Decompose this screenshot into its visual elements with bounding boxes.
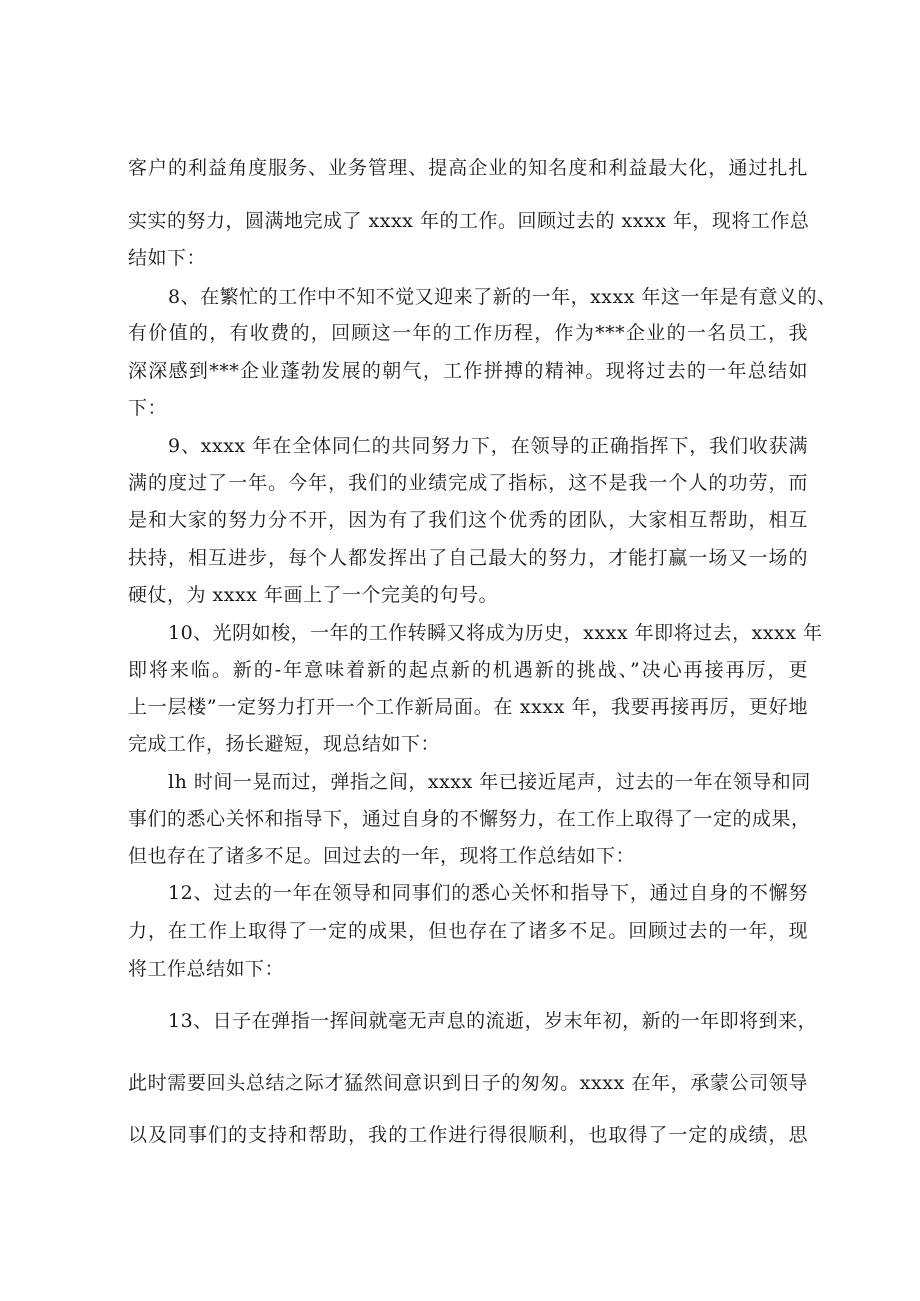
text-line: 上一层楼”一定努力打开一个工作新局面。在 xxxx 年，我要再接再厉，更好地 <box>128 696 808 718</box>
text-line: 8、在繁忙的工作中不知不觉又迎来了新的一年，xxxx 年这一年是有意义的、 <box>168 286 837 308</box>
text-line: 将工作总结如下： <box>128 958 285 980</box>
text-line: 力，在工作上取得了一定的成果，但也存在了诸多不足。回顾过去的一年，现 <box>128 920 808 942</box>
text-line: 是和大家的努力分不开，因为有了我们这个优秀的团队，大家相互帮助，相互 <box>128 509 808 531</box>
text-line: 完成工作，扬长避短，现总结如下： <box>128 733 441 755</box>
text-line: 实实的努力，圆满地完成了 xxxx 年的工作。回顾过去的 xxxx 年，现将工作总 <box>128 210 810 232</box>
text-line: 客户的利益角度服务、业务管理、提高企业的知名度和利益最大化，通过扎扎 <box>128 157 808 179</box>
text-line: 但也存在了诸多不足。回过去的一年，现将工作总结如下： <box>128 845 636 867</box>
text-line: 13、日子在弹指一挥间就毫无声息的流逝，岁末年初，新的一年即将到来， <box>168 1010 818 1032</box>
text-line: 满的度过了一年。今年，我们的业绩完成了指标，这不是我一个人的功劳，而 <box>128 472 808 494</box>
text-line: 事们的悉心关怀和指导下，通过自身的不懈努力，在工作上取得了一定的成果， <box>128 808 811 830</box>
text-line: 结如下： <box>128 247 207 269</box>
text-line: 深深感到***企业蓬勃发展的朝气，工作拼搏的精神。现将过去的一年总结如 <box>128 360 808 382</box>
text-line: 有价值的，有收费的，回顾这一年的工作历程，作为***企业的一名员工，我 <box>128 322 808 344</box>
text-line: 下： <box>128 397 168 419</box>
text-line: 扶持，相互进步，每个人都发挥出了自己最大的努力，才能打赢一场又一场的 <box>128 547 808 569</box>
text-line: 即将来临。新的-年意味着新的起点新的机遇新的挑战、”决心再接再厉，更 <box>128 659 808 681</box>
text-line: 12、过去的一年在领导和同事们的悉心关怀和指导下，通过自身的不懈努 <box>168 882 808 904</box>
text-line: lh 时间一晃而过，弹指之间，xxxx 年已接近尾声，过去的一年在领导和同 <box>168 771 811 793</box>
text-line: 此时需要回头总结之际才猛然间意识到日子的匆匆。xxxx 在年，承蒙公司领导 <box>128 1072 808 1094</box>
text-line: 硬仗，为 xxxx 年画上了一个完美的句号。 <box>128 584 498 606</box>
text-line: 以及同事们的支持和帮助，我的工作进行得很顺利，也取得了一定的成绩，思 <box>128 1124 808 1146</box>
text-line: 9、xxxx 年在全体同仁的共同努力下，在领导的正确指挥下，我们收获满 <box>168 435 808 457</box>
text-line: 10、光阴如梭，一年的工作转瞬又将成为历史，xxxx 年即将过去，xxxx 年 <box>168 622 823 644</box>
